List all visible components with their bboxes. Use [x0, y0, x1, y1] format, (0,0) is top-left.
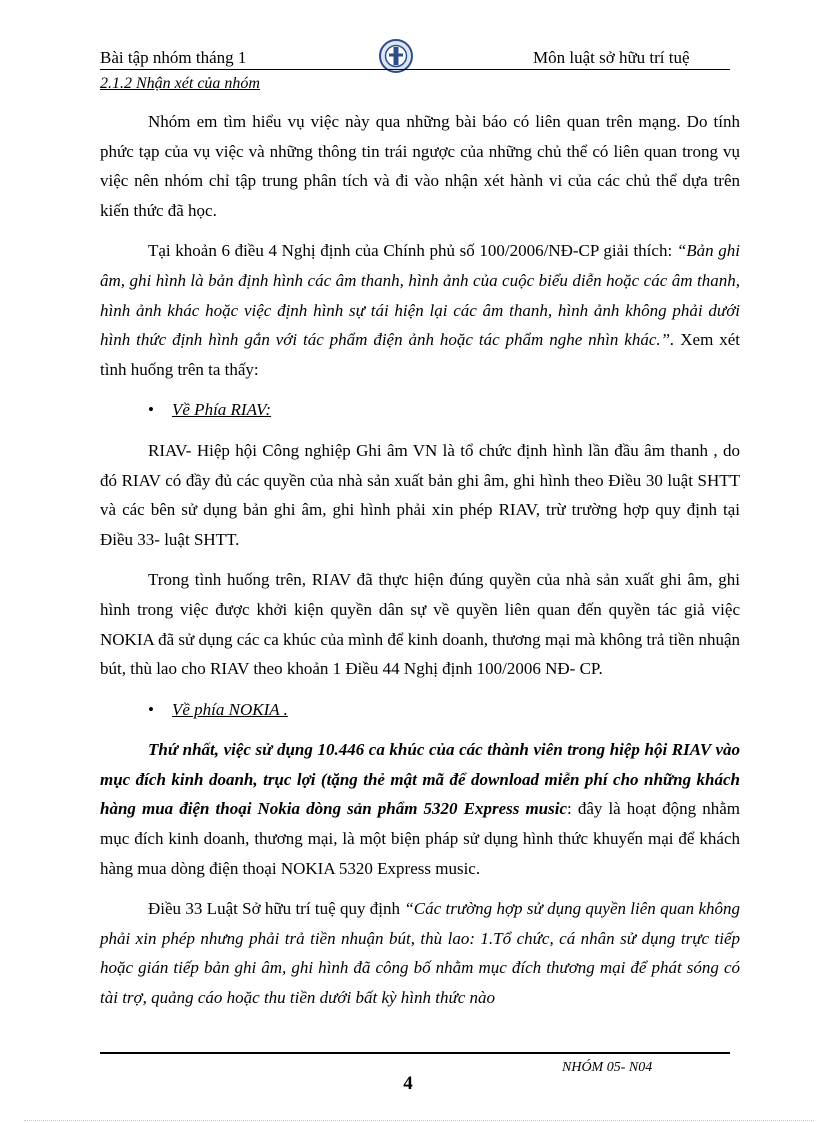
page-edge-divider: [24, 1120, 814, 1121]
footer-rule: [100, 1052, 730, 1054]
header-right-subject: Môn luật sở hữu trí tuệ: [533, 48, 690, 67]
paragraph-decree-definition: [100, 236, 740, 384]
header-left-title: Bài tập nhóm tháng 1: [100, 48, 247, 67]
page-number: 4: [403, 1073, 413, 1094]
paragraph-riav-action: Trong tình huống trên, RIAV đã thực hiện đúng quyền của nhà sản xuất ghi âm, ghi hình trong việc được khởi kiện quyền dân sự về quyền liên quan đến quyền tác giả việc NOKIA đã sử dụng các ca khúc của mình để kinh doanh, thương mại mà không trả tiền nhuận bút, thù lao cho RIAV theo khoản 1 Điều 44 Nghị định 100/2006 NĐ- CP.: [100, 570, 740, 679]
decree-lead: Tại khoản 6 điều 4 Nghị định của Chính phủ số 100/2006/NĐ-CP giải thích:: [148, 241, 673, 261]
bullet-riav: [100, 395, 740, 425]
document-body: [100, 107, 740, 1024]
paragraph-intro: Nhóm em tìm hiểu vụ việc này qua những bài báo có liên quan trên mạng. Do tính phức tạp của vụ việc và những thông tin trái ngược của những chủ thể có liên quan trong vụ việc nên nhóm chỉ tập trung phân tích và đi vào nhận xét hành vi của các chủ thể dựa trên kiến thức đã học.: [100, 112, 740, 220]
nokia-first-bold: Thứ nhất, việc sử dụng 10.446 ca khúc của các thành viên trong hiệp hội RIAV vào mục đích kinh doanh, trục lợi (tặng thẻ mật mã để download miễn phí cho những khách hàng mua điện thoại Nokia dòng sản phẩm 5320 Express music: [100, 740, 740, 819]
footer-group-label: NHÓM 05- N04: [562, 1060, 653, 1075]
decree-quote: “Bản ghi âm, ghi hình là bản định hình các âm thanh, hình ảnh của cuộc biểu diễn hoặc các âm thanh, hình ảnh khác hoặc việc định hình sự tái hiện lại các âm thanh, hình ảnh không phải dưới hình thức định hình gắn với tác phẩm điện ảnh hoặc tác phẩm nghe nhìn khác.”.: [100, 241, 741, 350]
nokia-first-rest: : đây là hoạt động nhằm mục đích kinh doanh, thương mại, là một biện pháp sử dụng hình thức khuyến mại để khách hàng mua dòng điện thoại NOKIA 5320 Express music.: [100, 799, 740, 878]
section-title: 2.1.2 Nhận xét của nhóm: [100, 75, 260, 92]
header-rule: [100, 69, 730, 70]
paragraph-nokia-first: [100, 735, 740, 883]
bullet-nokia: [100, 695, 740, 725]
article-33-quote: “Các trường hợp sử dụng quyền liên quan không phải xin phép nhưng phải trả tiền nhuận bút, thù lao: 1.Tổ chức, cá nhân sử dụng trực tiếp hoặc gián tiếp bản ghi âm, ghi hình đã công bố nhằm mục đích thương mại để phát sóng có tài trợ, quảng cáo hoặc thu tiền dưới bất kỳ hình thức nào: [100, 899, 740, 1008]
bullet-icon: •: [148, 699, 154, 719]
article-33-lead: Điều 33 Luật Sở hữu trí tuệ quy định: [148, 899, 405, 919]
bullet-icon: •: [148, 400, 154, 420]
paragraph-article-33: [100, 894, 740, 1012]
bullet-nokia-label: Về phía NOKIA .: [172, 699, 288, 719]
bullet-riav-label: Về Phía RIAV:: [172, 400, 272, 420]
decree-tail: Xem xét tình huống trên ta thấy:: [100, 330, 740, 379]
paragraph-riav-rights: RIAV- Hiệp hội Công nghiệp Ghi âm VN là tổ chức định hình lần đầu âm thanh , do đó RIAV có đầy đủ các quyền của nhà sản xuất bản ghi âm, ghi hình theo Điều 30 luật SHTT và các bên sử dụng bản ghi âm, ghi hình phải xin phép RIAV, trừ trường hợp quy định tại Điều 33- luật SHTT.: [100, 440, 740, 549]
